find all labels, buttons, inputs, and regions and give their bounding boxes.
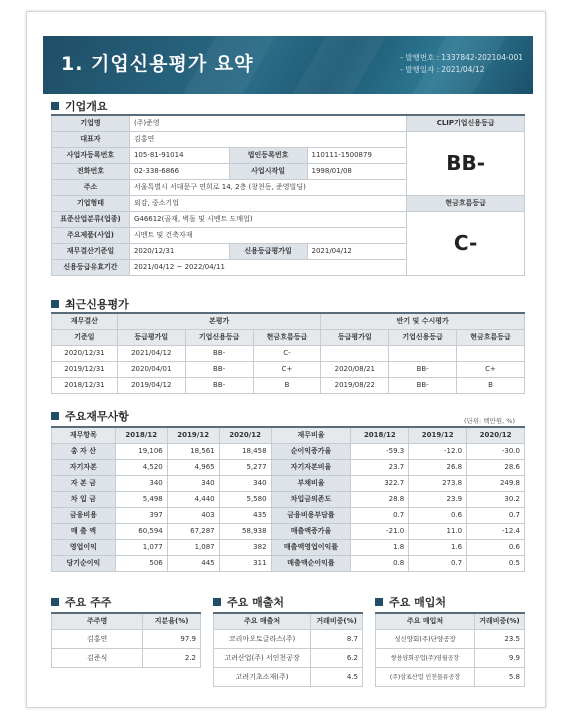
table-cell: 부채비율 — [271, 475, 351, 491]
table-cell: 67,287 — [167, 523, 219, 539]
table-cell: 김홍연 — [129, 131, 406, 147]
table-cell: 11.0 — [409, 523, 467, 539]
column-header: 거래비중(%) — [311, 613, 363, 629]
table-cell: 5,580 — [219, 491, 271, 507]
table-cell: 18,561 — [167, 443, 219, 459]
column-header: 주주명 — [52, 613, 143, 629]
table-cell: C- — [253, 345, 321, 361]
table-cell: 2019/04/12 — [117, 377, 185, 393]
table-cell: 영업이익 — [52, 539, 116, 555]
table-cell: BB- — [185, 361, 253, 377]
cash-grade-label: 현금흐름등급 — [407, 195, 525, 211]
column-header: 주요 매입처 — [376, 613, 475, 629]
recent-section-title: 최근신용평가 — [51, 296, 129, 312]
table-cell: 2020/08/21 — [321, 361, 389, 377]
clip-grade-label: CLIP기업신용등급 — [407, 115, 525, 131]
table-cell: 매출액증가율 — [271, 523, 351, 539]
table-row — [52, 377, 525, 393]
table-row — [214, 629, 363, 648]
section-square-icon — [51, 102, 59, 110]
column-header: 주요 매출처 — [214, 613, 311, 629]
section-square-icon — [375, 598, 383, 606]
column-header: 재무항목 — [52, 427, 116, 443]
shareholders-section-title: 주요 주주 — [51, 594, 111, 610]
table-cell: 사업시작일 — [229, 163, 307, 179]
table-cell: BB- — [185, 345, 253, 361]
table-cell: 02-338-6866 — [129, 163, 229, 179]
overview-table — [51, 114, 525, 276]
table-cell: 19,106 — [115, 443, 167, 459]
finance-table — [51, 426, 525, 572]
table-row — [52, 443, 525, 459]
table-cell: 외감, 중소기업 — [129, 195, 406, 211]
table-cell: 28.6 — [467, 459, 525, 475]
column-header: 2019/12 — [409, 427, 467, 443]
table-cell: 2021/04/12 — [307, 243, 407, 259]
table-cell: 0.8 — [351, 555, 409, 571]
table-cell: 1998/01/08 — [307, 163, 407, 179]
table-cell: 자기자본비율 — [271, 459, 351, 475]
table-cell: 매출액순이익률 — [271, 555, 351, 571]
table-cell: 1.6 — [409, 539, 467, 555]
issue-date: 2021/04/12 — [441, 65, 485, 74]
table-cell: 1,087 — [167, 539, 219, 555]
table-cell: 4.5 — [311, 667, 363, 686]
table-cell: 표준산업분류(업종) — [52, 211, 130, 227]
table-cell: -21.0 — [351, 523, 409, 539]
table-row — [52, 491, 525, 507]
table-cell: 0.7 — [409, 555, 467, 571]
table-cell: 97.9 — [143, 629, 201, 648]
table-row — [52, 523, 525, 539]
table-cell: 2020/12/31 — [129, 243, 229, 259]
table-row — [52, 115, 525, 131]
recent-eval-table — [51, 312, 525, 394]
table-row — [52, 555, 525, 571]
table-cell: BB- — [185, 377, 253, 393]
column-header: 반기 및 수시평가 — [321, 313, 525, 329]
column-header: 재무결산 — [52, 313, 118, 329]
column-header: 2018/12 — [115, 427, 167, 443]
customers-table — [213, 612, 363, 687]
table-row — [52, 459, 525, 475]
column-header: 기업신용등급 — [389, 329, 457, 345]
table-cell: -59.3 — [351, 443, 409, 459]
table-cell: 시멘트 및 건축자재 — [129, 227, 406, 243]
column-header: 등급평가일 — [117, 329, 185, 345]
column-header: 2020/12 — [467, 427, 525, 443]
column-header: 기업신용등급 — [185, 329, 253, 345]
table-cell: 23.7 — [351, 459, 409, 475]
table-cell: 2020/04/01 — [117, 361, 185, 377]
table-cell: 법인등록번호 — [229, 147, 307, 163]
table-cell: 2.2 — [143, 648, 201, 667]
table-cell — [457, 345, 525, 361]
table-row — [376, 667, 525, 686]
table-cell: 60,594 — [115, 523, 167, 539]
report-page — [26, 11, 546, 708]
table-cell: 쌍용양회공업(주)영월공장 — [376, 648, 475, 667]
table-cell: 1,077 — [115, 539, 167, 555]
table-cell: 5,277 — [219, 459, 271, 475]
table-row — [52, 195, 525, 211]
table-cell: 총 자 산 — [52, 443, 116, 459]
table-cell: 0.7 — [467, 507, 525, 523]
table-cell: 순이익증가율 — [271, 443, 351, 459]
column-header: 본평가 — [117, 313, 321, 329]
table-cell: 506 — [115, 555, 167, 571]
table-cell: BB- — [389, 377, 457, 393]
table-cell: 2021/04/12 — [117, 345, 185, 361]
column-header: 현금흐름등급 — [457, 329, 525, 345]
issue-no-label: - 발행번호 : — [400, 53, 440, 62]
table-cell: 0.5 — [467, 555, 525, 571]
table-cell: -12.4 — [467, 523, 525, 539]
table-cell: 주요제품(사업) — [52, 227, 130, 243]
table-cell: 322.7 — [351, 475, 409, 491]
table-row — [52, 345, 525, 361]
table-row — [52, 648, 201, 667]
column-header: 현금흐름등급 — [253, 329, 321, 345]
table-cell: 105-81-91014 — [129, 147, 229, 163]
finance-section-title: 주요재무사항 — [51, 408, 129, 424]
table-cell: 249.8 — [467, 475, 525, 491]
table-cell: 금융비용 — [52, 507, 116, 523]
table-cell: -12.0 — [409, 443, 467, 459]
suppliers-section-title: 주요 매입처 — [375, 594, 446, 610]
table-cell: 30.2 — [467, 491, 525, 507]
table-cell: B — [457, 377, 525, 393]
table-cell — [321, 345, 389, 361]
table-cell: 신용등급평가일 — [229, 243, 307, 259]
section-square-icon — [51, 598, 59, 606]
table-cell: 340 — [167, 475, 219, 491]
column-header: 2018/12 — [351, 427, 409, 443]
table-cell: 0.7 — [351, 507, 409, 523]
table-cell: 당기순이익 — [52, 555, 116, 571]
table-cell: 고려기초소재(주) — [214, 667, 311, 686]
table-cell: 23.5 — [475, 629, 525, 648]
table-cell: 8.7 — [311, 629, 363, 648]
section-square-icon — [51, 412, 59, 420]
table-cell: 매출액영업이익률 — [271, 539, 351, 555]
table-cell: 58,938 — [219, 523, 271, 539]
table-row — [214, 667, 363, 686]
table-cell: 코리아오토글라스(주) — [214, 629, 311, 648]
table-cell: B — [253, 377, 321, 393]
table-cell: BB- — [389, 361, 457, 377]
table-cell: 403 — [167, 507, 219, 523]
table-cell: 대표자 — [52, 131, 130, 147]
table-cell: 고려산업(주) 서인천공장 — [214, 648, 311, 667]
table-cell: 김홍연 — [52, 629, 143, 648]
table-cell: C+ — [457, 361, 525, 377]
section-square-icon — [51, 300, 59, 308]
shareholders-table — [51, 612, 201, 668]
column-header: 2019/12 — [167, 427, 219, 443]
table-row — [376, 629, 525, 648]
table-cell: 김준식 — [52, 648, 143, 667]
table-cell: 273.8 — [409, 475, 467, 491]
cash-grade: C- — [407, 211, 525, 275]
table-cell: 재무결산기준일 — [52, 243, 130, 259]
table-cell: 110111-1500879 — [307, 147, 407, 163]
table-cell: 5.8 — [475, 667, 525, 686]
table-row — [52, 361, 525, 377]
suppliers-table — [375, 612, 525, 687]
table-cell: 26.8 — [409, 459, 467, 475]
table-cell: 23.9 — [409, 491, 467, 507]
table-cell: 2019/08/22 — [321, 377, 389, 393]
table-row — [52, 131, 525, 147]
table-cell: 신용등급유효기간 — [52, 259, 130, 275]
table-cell: 기업형태 — [52, 195, 130, 211]
table-cell: 18,458 — [219, 443, 271, 459]
table-cell: 차 입 금 — [52, 491, 116, 507]
table-cell: 차입금의존도 — [271, 491, 351, 507]
table-row — [52, 475, 525, 491]
table-cell: 4,520 — [115, 459, 167, 475]
overview-section-title: 기업개요 — [51, 98, 108, 114]
table-row — [376, 648, 525, 667]
table-cell: 2020/12/31 — [52, 345, 118, 361]
column-header: 재무비율 — [271, 427, 351, 443]
table-cell: 4,440 — [167, 491, 219, 507]
table-row — [52, 629, 201, 648]
table-cell: 28.8 — [351, 491, 409, 507]
table-cell: (주)삼표산업 인천물류공장 — [376, 667, 475, 686]
table-cell: 금융비용부담률 — [271, 507, 351, 523]
column-header: 등급평가일 — [321, 329, 389, 345]
customers-section-title: 주요 매출처 — [213, 594, 284, 610]
issue-no: 1337842-202104-001 — [441, 53, 523, 62]
table-cell: (주)준영 — [129, 115, 406, 131]
table-cell: 1.8 — [351, 539, 409, 555]
table-cell: 전화번호 — [52, 163, 130, 179]
table-row — [214, 648, 363, 667]
clip-grade: BB- — [407, 131, 525, 195]
report-title: 1. 기업신용평가 요약 — [61, 53, 254, 75]
column-header: 2020/12 — [219, 427, 271, 443]
table-cell: 성신양회(주)단양공장 — [376, 629, 475, 648]
table-cell: 445 — [167, 555, 219, 571]
table-cell: 5,498 — [115, 491, 167, 507]
column-header: 기준일 — [52, 329, 118, 345]
table-cell: 340 — [115, 475, 167, 491]
table-cell: 2021/04/12 ~ 2022/04/11 — [129, 259, 406, 275]
table-cell: 6.2 — [311, 648, 363, 667]
table-cell: 자 본 금 — [52, 475, 116, 491]
table-row — [52, 539, 525, 555]
table-cell: 기업명 — [52, 115, 130, 131]
table-cell: 382 — [219, 539, 271, 555]
table-cell: 주소 — [52, 179, 130, 195]
column-header: 거래비중(%) — [475, 613, 525, 629]
table-cell: G46612(골재, 벽돌 및 시멘트 도매업) — [129, 211, 406, 227]
table-cell: 사업자등록번호 — [52, 147, 130, 163]
table-cell: 4,965 — [167, 459, 219, 475]
table-cell: C+ — [253, 361, 321, 377]
table-row — [52, 507, 525, 523]
table-cell: 9.9 — [475, 648, 525, 667]
issue-date-label: - 발행일자 : — [400, 65, 440, 74]
table-cell: 340 — [219, 475, 271, 491]
table-row — [52, 211, 525, 227]
column-header: 지분율(%) — [143, 613, 201, 629]
table-cell: 2018/12/31 — [52, 377, 118, 393]
finance-unit: (단위: 백만원, %) — [463, 417, 515, 425]
table-cell: 2019/12/31 — [52, 361, 118, 377]
table-cell: 397 — [115, 507, 167, 523]
section-square-icon — [213, 598, 221, 606]
table-cell: 435 — [219, 507, 271, 523]
table-cell: 자기자본 — [52, 459, 116, 475]
table-cell: 서울특별시 서대문구 연희로 14, 2층 (창천동, 준영빌딩) — [129, 179, 406, 195]
table-cell — [389, 345, 457, 361]
issue-meta — [400, 52, 523, 76]
table-cell: 311 — [219, 555, 271, 571]
report-banner — [43, 36, 533, 94]
table-cell: 0.6 — [409, 507, 467, 523]
table-cell: 매 출 액 — [52, 523, 116, 539]
table-cell: -30.0 — [467, 443, 525, 459]
table-cell: 0.6 — [467, 539, 525, 555]
